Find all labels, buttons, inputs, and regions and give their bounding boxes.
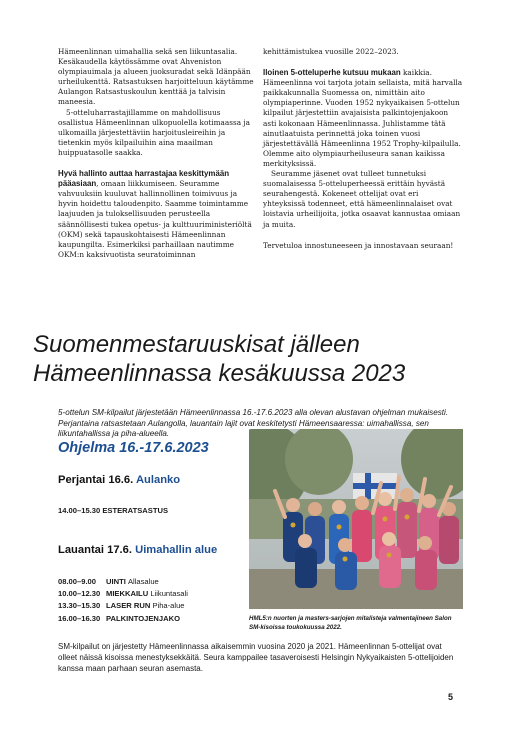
- right-paragraph-3: Seuramme jäsenet ovat tulleet tunnetuksi suomalaisessa 5-otteluperheessä erittäin hyvästä seurahengestä. Kokeneet ottelijat ovat eri yhteyksissä todenneet, että hämeenlinnalaiset ovat loistavia urheilijoita, jotka osaavat kannustaa omiaan ja muita.: [263, 169, 461, 229]
- schedule-row: [58, 600, 188, 612]
- section-heading-otteluperhe: Iloinen 5-otteluperhe kutsuu mukaan: [263, 68, 401, 78]
- right-paragraph-2-text: kaikkia. Hämeenlinna voi tarjota jotain sellaista, mitä harvalla paikkakunnalla Suomessa on, nimittäin aito olympiaperinne. Vuoden 1952 nykyaikaisen 5-ottelun kilpailut järjestettiin avajaisista palkintojenjakoon asti kokonaan Hämeenlinnassa. Juhlistamme tätä ainutlaatuista perinnettä joka toinen vuosi järjestettävällä Hämeenlinna 1952 Trophy-kilpailulla. Olemme aito olympiaurheiluseura sanan kaikissa merkityksissä.: [263, 68, 463, 168]
- day-saturday-venue: Uimahallin alue: [135, 544, 218, 556]
- article-headline: [33, 330, 493, 388]
- left-paragraph-2: 5-otteluharrastajillamme on mahdollisuus osallistua Hämeenlinnan ulkopuolella kotimaassa ja ulkomailla järjestettäviin harjoitusleireihin ja tietenkin myös kilpailuihin aina maailman huippuatasolle saakka.: [58, 107, 251, 157]
- team-photo-illustration: [249, 429, 463, 609]
- article-bottom-text: SM-kilpailut on järjestetty Hämeenlinnassa aikaisemmin vuosina 2020 ja 2021. Hämeenlinnan 5-ottelijat ovat olleet näissä kisoissa menestyksekkäitä. Seura kamppailee tasaveroisesti Helsingin Nykyaikaisten 5-ottelijoiden kanssa maan parhaan seuran asemasta.: [58, 642, 454, 673]
- photo-caption: HML5:n nuorten ja masters-sarjojen mitalisteja valmentajineen Salon SM-kisoissa toukokuussa 2022.: [249, 615, 452, 631]
- schedule-event: UINTI: [106, 577, 126, 586]
- schedule-place: Allasalue: [127, 577, 159, 586]
- right-column: [263, 47, 463, 251]
- left-paragraph-3: [58, 169, 258, 260]
- left-paragraph-3-text: , omaan liikkumiseen. Seuramme vahvuuksiin kuuluvat hallinnollinen toimivuus ja hyvin hoidettu taloudenpito. Saamme toimintamme laajuuden ja tuloksellisuuden perusteella säännöllisesti tukea opetus- ja kulttuuriministeriöltä (OKM) sekä tapauskohtaisesti Hämeenlinnan kaupungilta. Esimerkiksi parhaillaan nautimme OKM:n kaksivuotista seuratoiminnan: [58, 179, 252, 259]
- headline-line-2: Hämeenlinnassa kesäkuussa 2023: [33, 360, 406, 387]
- right-paragraph-4: Tervetuloa innostuneeseen ja innostavaan seuraan!: [263, 240, 454, 250]
- left-paragraph-1: Hämeenlinnan uimahallia sekä sen liikuntasalia. Kesäkaudella käytössämme ovat Ahveniston olympiauimala ja alueen juoksuradat sekä Idänpään urheilukenttä. Ratsastuksen harjoitteluun käytämme Aulangon Ratsastuskoulun kenttää ja talvisin maneesia.: [58, 47, 254, 107]
- program-title: Ohjelma 16.-17.6.2023: [58, 440, 209, 456]
- schedule-event: MIEKKAILU: [106, 589, 149, 599]
- right-paragraph-2: [263, 68, 463, 169]
- day-friday-label: Perjantai 16.6.: [58, 474, 134, 486]
- schedule-event: PALKINTOJENJAKO: [106, 613, 180, 623]
- section-heading-hallinto: Hyvä hallinto auttaa harrastajaa keskittymään pääasiaan: [58, 169, 230, 189]
- schedule-row: [58, 576, 188, 588]
- page-number: 5: [448, 692, 454, 702]
- friday-event: 14.00–15.30 ESTERATSASTUS: [58, 506, 169, 515]
- day-saturday-label: Lauantai 17.6.: [58, 544, 132, 556]
- schedule-time: 13.30–15.30: [58, 601, 101, 611]
- article-lead: 5-ottelun SM-kilpailut järjestetään Hämeenlinnassa 16.-17.6.2023 alla olevan alustavan ohjelman mukaisesti. Perjantaina ratsastetaan Aulangolla, lauantain lajit ovat keskitetysti Hämeensaaressa: uimahallissa, sen liikuntahallissa ja piha-alueella.: [58, 408, 449, 439]
- schedule-row: [58, 588, 188, 600]
- schedule-place: Piha-alue: [152, 601, 185, 611]
- schedule-event: LASER RUN: [106, 601, 151, 611]
- schedule-row: [58, 613, 188, 625]
- team-photo: [249, 429, 463, 609]
- schedule-place: Liikuntasali: [150, 589, 188, 599]
- day-saturday-heading: [58, 544, 217, 556]
- right-paragraph-1: kehittämistukea vuosille 2022–2023.: [263, 47, 399, 56]
- left-column: [58, 47, 258, 260]
- schedule-time: 10.00–12.30: [58, 589, 101, 599]
- day-friday-heading: [58, 474, 180, 486]
- headline-line-1: Suomenmestaruuskisat jälleen: [33, 331, 360, 358]
- schedule-time: 16.00–16.30: [58, 613, 101, 623]
- saturday-schedule: [58, 576, 188, 625]
- schedule-time: 08.00–9.00: [58, 577, 97, 586]
- day-friday-venue: Aulanko: [135, 474, 181, 486]
